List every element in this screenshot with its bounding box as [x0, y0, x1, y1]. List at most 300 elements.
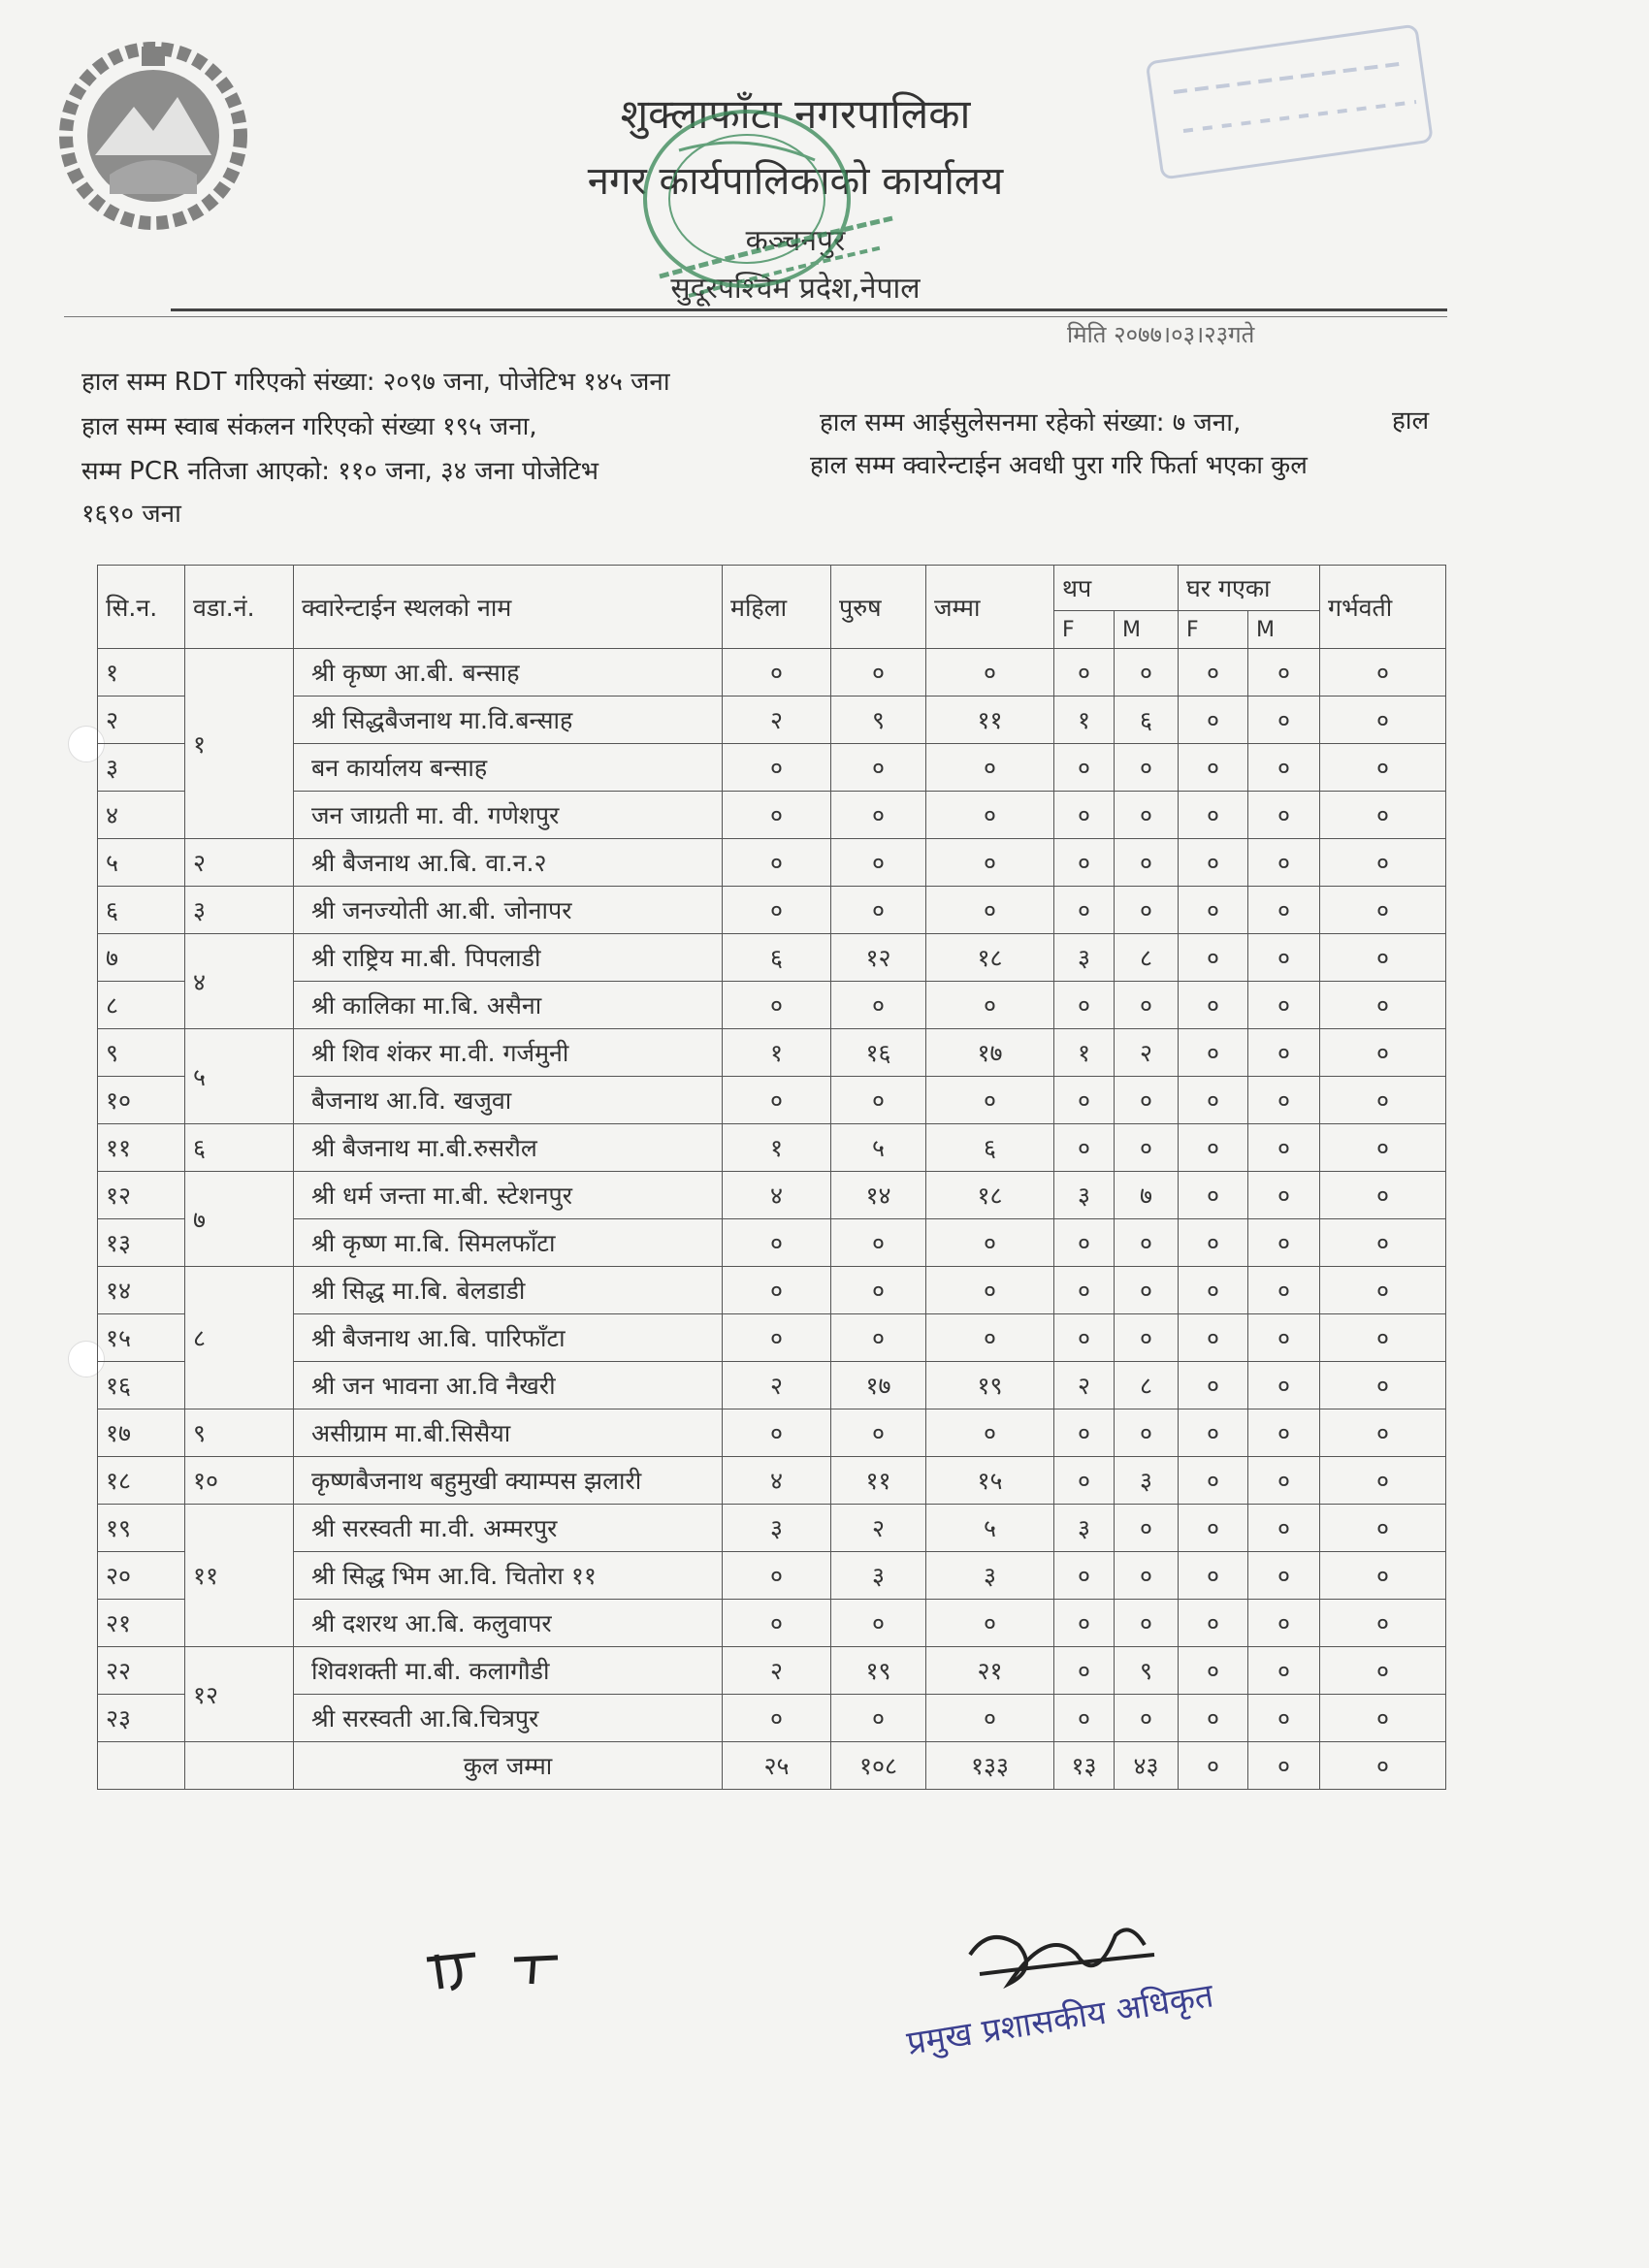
cell-site-name: श्री राष्ट्रिय मा.बी. पिपलाडी: [294, 934, 723, 982]
cell-female: ०: [723, 1267, 831, 1314]
table-row: [98, 839, 1446, 887]
cell-added-f: १: [1054, 697, 1115, 744]
cell-home-m: ०: [1248, 1314, 1320, 1362]
cell-pregnant: ०: [1320, 649, 1446, 697]
cell-sn: ११: [98, 1124, 185, 1172]
cell-male: ०: [831, 839, 926, 887]
cell-added-f: २: [1054, 1362, 1115, 1409]
cell-female: १: [723, 1124, 831, 1172]
table-row: [98, 1267, 1446, 1314]
district-name: कञ्चनपुर: [745, 224, 846, 258]
quarantine-table: [97, 565, 1446, 1790]
cell-added-f: ०: [1054, 1695, 1115, 1742]
cell-male: १२: [831, 934, 926, 982]
cell-site-name: श्री धर्म जन्ता मा.बी. स्टेशनपुर: [294, 1172, 723, 1219]
cell-added-f: ०: [1054, 887, 1115, 934]
cell-added-m: ०: [1115, 1124, 1179, 1172]
nepal-emblem-icon: [56, 39, 250, 233]
cell-female: ०: [723, 1600, 831, 1647]
cell-home-m: ०: [1248, 697, 1320, 744]
table-row: [98, 1362, 1446, 1409]
cell-added-m: ०: [1115, 1695, 1179, 1742]
cell-site-name: श्री कृष्ण मा.बि. सिमलफाँटा: [294, 1219, 723, 1267]
cell-site-name: श्री जन भावना आ.वि नैखरी: [294, 1362, 723, 1409]
cell-total: ०: [926, 744, 1054, 792]
table-row: [98, 1219, 1446, 1267]
total-row: [98, 1742, 1446, 1790]
cell-home-m: ०: [1248, 1124, 1320, 1172]
header-added-f: F: [1054, 611, 1115, 649]
header-home-f: F: [1179, 611, 1248, 649]
cell-added-f: ०: [1054, 1267, 1115, 1314]
cell-sn: १३: [98, 1219, 185, 1267]
cell-home-m: ०: [1248, 1077, 1320, 1124]
cell-female: २: [723, 1362, 831, 1409]
cell-added-f: ०: [1054, 1409, 1115, 1457]
cell-home-f: ०: [1179, 1314, 1248, 1362]
table-row: [98, 1029, 1446, 1077]
cell-home-f: ०: [1179, 1505, 1248, 1552]
cell-total: २१: [926, 1647, 1054, 1695]
cell-pregnant: ०: [1320, 1647, 1446, 1695]
cell-sn: २०: [98, 1552, 185, 1600]
cell-male: १४: [831, 1172, 926, 1219]
cell-home-m: ०: [1248, 1647, 1320, 1695]
cell-home-m: ०: [1248, 792, 1320, 839]
total-home-f: ०: [1179, 1742, 1248, 1790]
cell-added-m: ०: [1115, 1505, 1179, 1552]
cell-empty: [185, 1742, 294, 1790]
cell-added-f: ०: [1054, 744, 1115, 792]
table-row: [98, 934, 1446, 982]
cell-home-f: ०: [1179, 1124, 1248, 1172]
cell-male: ५: [831, 1124, 926, 1172]
header-home-m: M: [1248, 611, 1320, 649]
cell-home-f: ०: [1179, 982, 1248, 1029]
cell-sn: १०: [98, 1077, 185, 1124]
summary-isolation: हाल सम्म आईसुलेसनमा रहेको संख्या: ७ जना,: [820, 408, 1242, 437]
cell-total: ०: [926, 1219, 1054, 1267]
cell-total: ११: [926, 697, 1054, 744]
cell-female: २: [723, 697, 831, 744]
cell-added-m: ०: [1115, 982, 1179, 1029]
cell-sn: १४: [98, 1267, 185, 1314]
header-total: जम्मा: [926, 566, 1054, 649]
cell-home-f: ०: [1179, 744, 1248, 792]
cell-added-m: २: [1115, 1029, 1179, 1077]
total-added-f: १३: [1054, 1742, 1115, 1790]
cell-home-f: ०: [1179, 1077, 1248, 1124]
cell-site-name: श्री शिव शंकर मा.वी. गर्जमुनी: [294, 1029, 723, 1077]
cell-male: ०: [831, 1267, 926, 1314]
cell-home-f: ०: [1179, 649, 1248, 697]
cell-added-m: ०: [1115, 1409, 1179, 1457]
table-row: [98, 697, 1446, 744]
cell-male: ०: [831, 1314, 926, 1362]
cell-total: १५: [926, 1457, 1054, 1505]
cell-male: ०: [831, 887, 926, 934]
cell-sn: ६: [98, 887, 185, 934]
cell-ward: १०: [185, 1457, 294, 1505]
cell-female: २: [723, 1647, 831, 1695]
cell-home-m: ०: [1248, 1457, 1320, 1505]
cell-male: २: [831, 1505, 926, 1552]
cell-female: ३: [723, 1505, 831, 1552]
cell-female: ०: [723, 982, 831, 1029]
table-row: [98, 982, 1446, 1029]
cell-pregnant: ०: [1320, 744, 1446, 792]
cell-male: १७: [831, 1362, 926, 1409]
cell-added-m: ६: [1115, 697, 1179, 744]
cell-total: ०: [926, 1409, 1054, 1457]
cell-sn: १: [98, 649, 185, 697]
cell-total: ०: [926, 982, 1054, 1029]
cell-pregnant: ०: [1320, 887, 1446, 934]
cell-added-f: ०: [1054, 649, 1115, 697]
cell-home-f: ०: [1179, 1695, 1248, 1742]
cell-male: ९: [831, 697, 926, 744]
cell-added-f: ०: [1054, 839, 1115, 887]
initials-signature-icon: [417, 1940, 592, 2008]
cell-ward: ४: [185, 934, 294, 1029]
cell-added-f: ३: [1054, 1172, 1115, 1219]
cell-total: ०: [926, 792, 1054, 839]
total-home-m: ०: [1248, 1742, 1320, 1790]
cell-female: ०: [723, 1695, 831, 1742]
cell-added-f: ३: [1054, 934, 1115, 982]
cell-ward: ५: [185, 1029, 294, 1124]
total-pregnant: ०: [1320, 1742, 1446, 1790]
cell-site-name: श्री बैजनाथ आ.बि. पारिफाँटा: [294, 1314, 723, 1362]
cell-sn: १९: [98, 1505, 185, 1552]
cell-pregnant: ०: [1320, 1267, 1446, 1314]
cell-added-f: ०: [1054, 1219, 1115, 1267]
cell-pregnant: ०: [1320, 1314, 1446, 1362]
cell-added-m: ८: [1115, 934, 1179, 982]
cell-total: ०: [926, 1600, 1054, 1647]
cell-female: ४: [723, 1457, 831, 1505]
cell-home-f: ०: [1179, 1647, 1248, 1695]
cell-added-m: ९: [1115, 1647, 1179, 1695]
header-ward: वडा.नं.: [185, 566, 294, 649]
cell-male: ०: [831, 1600, 926, 1647]
cell-sn: १५: [98, 1314, 185, 1362]
cell-female: ०: [723, 839, 831, 887]
faded-stamp-icon: [1125, 24, 1455, 189]
cell-added-m: ०: [1115, 1077, 1179, 1124]
cell-male: ०: [831, 744, 926, 792]
cell-ward: २: [185, 839, 294, 887]
cell-home-m: ०: [1248, 649, 1320, 697]
cell-home-m: ०: [1248, 1172, 1320, 1219]
cell-home-m: ०: [1248, 887, 1320, 934]
cell-female: ०: [723, 1219, 831, 1267]
cell-male: ०: [831, 982, 926, 1029]
total-female: २५: [723, 1742, 831, 1790]
cell-sn: २३: [98, 1695, 185, 1742]
cell-site-name: कृष्णबैजनाथ बहुमुखी क्याम्पस झलारी: [294, 1457, 723, 1505]
cell-home-m: ०: [1248, 934, 1320, 982]
cell-ward: ८: [185, 1267, 294, 1409]
cell-home-m: ०: [1248, 982, 1320, 1029]
summary-rdt: हाल सम्म RDT गरिएको संख्या: २०९७ जना, पोजेटिभ १४५ जना: [81, 368, 670, 397]
cell-empty: [98, 1742, 185, 1790]
cell-ward: १: [185, 649, 294, 839]
cell-added-f: ०: [1054, 1600, 1115, 1647]
cell-home-f: ०: [1179, 1219, 1248, 1267]
cell-female: ०: [723, 1552, 831, 1600]
cell-site-name: बन कार्यालय बन्साह: [294, 744, 723, 792]
cell-added-f: ०: [1054, 1647, 1115, 1695]
cell-site-name: श्री सरस्वती मा.वी. अम्मरपुर: [294, 1505, 723, 1552]
cell-male: ०: [831, 1695, 926, 1742]
cell-male: १६: [831, 1029, 926, 1077]
cell-home-f: ०: [1179, 1457, 1248, 1505]
cell-male: ०: [831, 1409, 926, 1457]
cell-home-f: ०: [1179, 1172, 1248, 1219]
cell-total: ६: [926, 1124, 1054, 1172]
table-row: [98, 1409, 1446, 1457]
cell-ward: ९: [185, 1409, 294, 1457]
cell-site-name: श्री कृष्ण आ.बी. बन्साह: [294, 649, 723, 697]
cell-sn: १८: [98, 1457, 185, 1505]
cell-home-f: ०: [1179, 839, 1248, 887]
header-added: थप: [1054, 566, 1179, 611]
cell-added-m: ०: [1115, 887, 1179, 934]
cell-added-m: ७: [1115, 1172, 1179, 1219]
table-row: [98, 1077, 1446, 1124]
cell-site-name: जन जाग्रती मा. वी. गणेशपुर: [294, 792, 723, 839]
cell-site-name: बैजनाथ आ.वि. खजुवा: [294, 1077, 723, 1124]
cell-ward: ३: [185, 887, 294, 934]
cell-added-m: ०: [1115, 1600, 1179, 1647]
total-added-m: ४३: [1115, 1742, 1179, 1790]
total-male: १०८: [831, 1742, 926, 1790]
cell-added-m: ०: [1115, 649, 1179, 697]
cell-male: ०: [831, 649, 926, 697]
header-pregnant: गर्भवती: [1320, 566, 1446, 649]
header-rule-thin: [64, 316, 1447, 317]
cell-sn: २२: [98, 1647, 185, 1695]
cell-sn: ४: [98, 792, 185, 839]
cell-pregnant: ०: [1320, 1505, 1446, 1552]
cell-home-f: ०: [1179, 792, 1248, 839]
cell-added-f: ०: [1054, 1552, 1115, 1600]
header-male: पुरुष: [831, 566, 926, 649]
cell-total: ०: [926, 1267, 1054, 1314]
cell-male: ०: [831, 792, 926, 839]
cell-ward: ११: [185, 1505, 294, 1647]
cell-ward: १२: [185, 1647, 294, 1742]
header-female: महिला: [723, 566, 831, 649]
table-row: [98, 1505, 1446, 1552]
cell-pregnant: ०: [1320, 792, 1446, 839]
cell-home-f: ०: [1179, 887, 1248, 934]
letter-date: मिति २०७७।०३।२३गते: [1067, 321, 1255, 348]
cell-added-f: ३: [1054, 1505, 1115, 1552]
cell-total: ०: [926, 1314, 1054, 1362]
cell-added-m: ३: [1115, 1457, 1179, 1505]
cell-home-f: ०: [1179, 1267, 1248, 1314]
cell-total: १८: [926, 934, 1054, 982]
cell-sn: १७: [98, 1409, 185, 1457]
cell-female: ०: [723, 1314, 831, 1362]
table-row: [98, 1457, 1446, 1505]
cell-added-m: ०: [1115, 1267, 1179, 1314]
cell-total: १९: [926, 1362, 1054, 1409]
table-row: [98, 792, 1446, 839]
cell-site-name: श्री सिद्धबैजनाथ मा.वि.बन्साह: [294, 697, 723, 744]
cell-added-f: ०: [1054, 1124, 1115, 1172]
table-row: [98, 1124, 1446, 1172]
cell-home-f: ०: [1179, 1552, 1248, 1600]
cell-male: ३: [831, 1552, 926, 1600]
cell-pregnant: ०: [1320, 982, 1446, 1029]
cell-home-f: ०: [1179, 1029, 1248, 1077]
cell-added-m: ८: [1115, 1362, 1179, 1409]
cell-total: १७: [926, 1029, 1054, 1077]
cell-ward: ७: [185, 1172, 294, 1267]
cell-total: १८: [926, 1172, 1054, 1219]
cell-sn: २: [98, 697, 185, 744]
cell-pregnant: ०: [1320, 1362, 1446, 1409]
cell-female: १: [723, 1029, 831, 1077]
cell-home-m: ०: [1248, 1219, 1320, 1267]
cell-sn: ८: [98, 982, 185, 1029]
header-added-m: M: [1115, 611, 1179, 649]
cell-home-m: ०: [1248, 1362, 1320, 1409]
cell-female: ०: [723, 649, 831, 697]
cell-female: ४: [723, 1172, 831, 1219]
cell-added-m: ०: [1115, 1314, 1179, 1362]
cell-male: ११: [831, 1457, 926, 1505]
cell-pregnant: ०: [1320, 839, 1446, 887]
total-total: १३३: [926, 1742, 1054, 1790]
summary-returned: हाल सम्म क्वारेन्टाईन अवधी पुरा गरि फिर्ता भएका कुल: [810, 451, 1308, 480]
cell-male: ०: [831, 1077, 926, 1124]
cell-sn: २१: [98, 1600, 185, 1647]
cell-home-m: ०: [1248, 744, 1320, 792]
cell-added-f: १: [1054, 1029, 1115, 1077]
table-row: [98, 1600, 1446, 1647]
cell-added-m: ०: [1115, 1219, 1179, 1267]
cell-home-f: ०: [1179, 934, 1248, 982]
header-home: घर गएका: [1179, 566, 1320, 611]
cell-pregnant: ०: [1320, 1029, 1446, 1077]
cell-site-name: श्री सिद्ध मा.बि. बेलडाडी: [294, 1267, 723, 1314]
cell-home-m: ०: [1248, 839, 1320, 887]
cell-female: ०: [723, 744, 831, 792]
total-label: कुल जम्मा: [294, 1742, 723, 1790]
cell-sn: १२: [98, 1172, 185, 1219]
cell-home-m: ०: [1248, 1505, 1320, 1552]
summary-swab: हाल सम्म स्वाब संकलन गरिएको संख्या १९५ जना,: [81, 412, 537, 441]
summary-pcr: सम्म PCR नतिजा आएको: ११० जना, ३४ जना पोजेटिभ: [81, 457, 599, 486]
cell-added-m: ०: [1115, 744, 1179, 792]
table-row: [98, 887, 1446, 934]
cell-added-f: ०: [1054, 1457, 1115, 1505]
header-name: क्वारेन्टाईन स्थलको नाम: [294, 566, 723, 649]
table-row: [98, 1172, 1446, 1219]
table-row: [98, 1552, 1446, 1600]
cell-site-name: श्री सिद्ध भिम आ.वि. चितोरा ११: [294, 1552, 723, 1600]
cell-site-name: श्री बैजनाथ मा.बी.रुसरौल: [294, 1124, 723, 1172]
cell-pregnant: ०: [1320, 1457, 1446, 1505]
cell-total: ०: [926, 839, 1054, 887]
cell-sn: ९: [98, 1029, 185, 1077]
cell-home-m: ०: [1248, 1267, 1320, 1314]
cell-home-m: ०: [1248, 1029, 1320, 1077]
cell-total: ०: [926, 649, 1054, 697]
cell-site-name: श्री सरस्वती आ.बि.चित्रपुर: [294, 1695, 723, 1742]
cell-female: ०: [723, 1077, 831, 1124]
cell-ward: ६: [185, 1124, 294, 1172]
office-stamp-icon: [621, 92, 941, 315]
cell-sn: ३: [98, 744, 185, 792]
table-row: [98, 744, 1446, 792]
cell-added-f: ०: [1054, 1077, 1115, 1124]
cell-added-f: ०: [1054, 982, 1115, 1029]
municipality-name: शुक्लाफाँटा नगरपालिका: [620, 90, 971, 138]
cell-pregnant: ०: [1320, 1552, 1446, 1600]
cell-female: ०: [723, 887, 831, 934]
cell-site-name: श्री जनज्योती आ.बी. जोनापर: [294, 887, 723, 934]
cell-sn: ५: [98, 839, 185, 887]
cell-female: ६: [723, 934, 831, 982]
table-row: [98, 1647, 1446, 1695]
table-row: [98, 649, 1446, 697]
cell-added-f: ०: [1054, 1314, 1115, 1362]
header-rule: [171, 308, 1447, 311]
cell-pregnant: ०: [1320, 697, 1446, 744]
cell-pregnant: ०: [1320, 1600, 1446, 1647]
officer-designation: प्रमुख प्रशासकीय अधिकृत: [904, 1976, 1216, 2063]
cell-pregnant: ०: [1320, 1172, 1446, 1219]
table-body: [98, 649, 1446, 1790]
cell-sn: ७: [98, 934, 185, 982]
cell-pregnant: ०: [1320, 1124, 1446, 1172]
cell-male: १९: [831, 1647, 926, 1695]
office-name: नगर कार्यपालिकाको कार्यालय: [587, 159, 1004, 204]
cell-total: ०: [926, 1695, 1054, 1742]
header-sn: सि.न.: [98, 566, 185, 649]
cell-home-m: ०: [1248, 1695, 1320, 1742]
cell-total: ०: [926, 1077, 1054, 1124]
cell-added-m: ०: [1115, 792, 1179, 839]
summary-returned-count: १६९० जना: [81, 500, 181, 529]
cell-home-f: ०: [1179, 697, 1248, 744]
table-row: [98, 1314, 1446, 1362]
cell-site-name: श्री बैजनाथ आ.बि. वा.न.२: [294, 839, 723, 887]
cell-added-m: ०: [1115, 1552, 1179, 1600]
cell-site-name: शिवशक्ती मा.बी. कलागौडी: [294, 1647, 723, 1695]
cell-home-m: ०: [1248, 1409, 1320, 1457]
province-country: सुदूरपश्चिम प्रदेश,नेपाल: [670, 272, 921, 306]
cell-female: ०: [723, 792, 831, 839]
cell-site-name: असीग्राम मा.बी.सिसैया: [294, 1409, 723, 1457]
cell-female: ०: [723, 1409, 831, 1457]
table-row: [98, 1695, 1446, 1742]
cell-home-m: ०: [1248, 1552, 1320, 1600]
cell-home-f: ०: [1179, 1409, 1248, 1457]
cell-total: ०: [926, 887, 1054, 934]
cell-site-name: श्री दशरथ आ.बि. कलुवापर: [294, 1600, 723, 1647]
cell-male: ०: [831, 1219, 926, 1267]
cell-pregnant: ०: [1320, 1409, 1446, 1457]
cell-pregnant: ०: [1320, 1219, 1446, 1267]
cell-sn: १६: [98, 1362, 185, 1409]
cell-site-name: श्री कालिका मा.बि. असैना: [294, 982, 723, 1029]
